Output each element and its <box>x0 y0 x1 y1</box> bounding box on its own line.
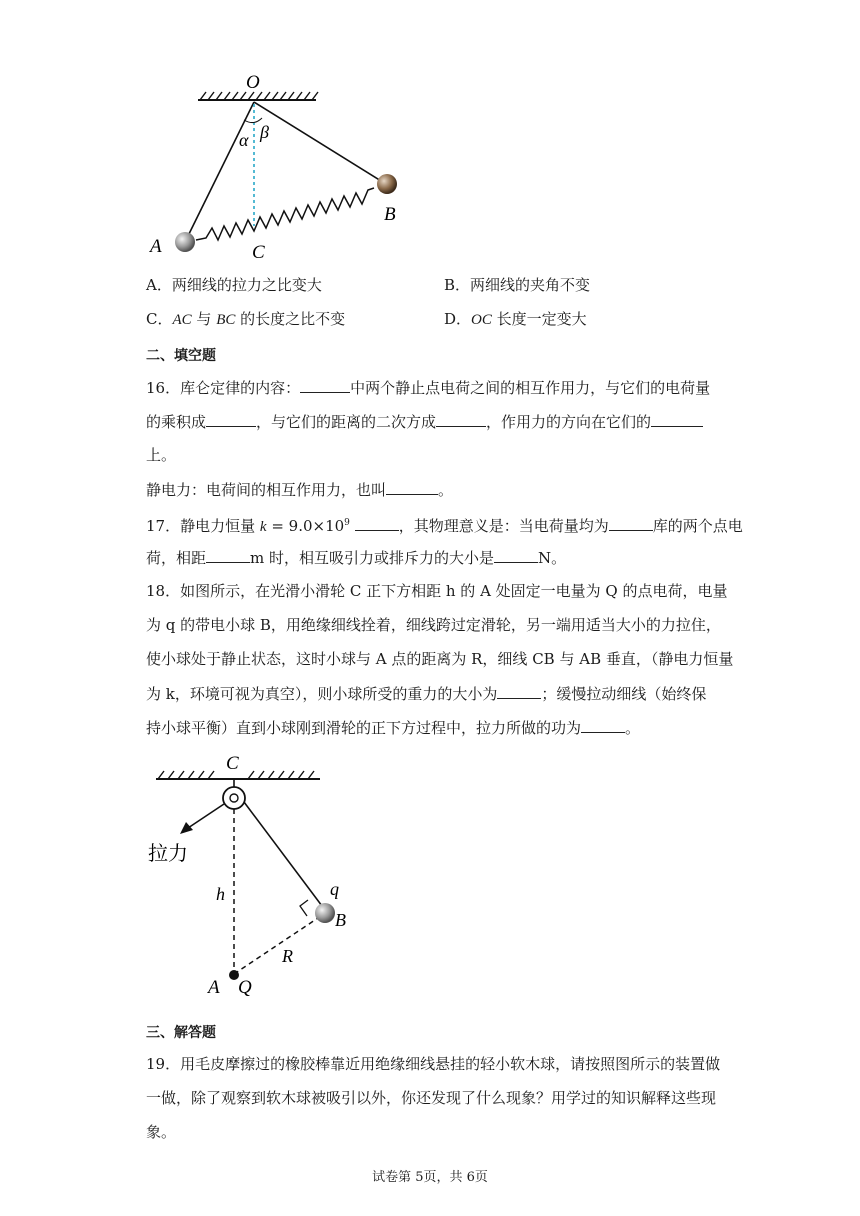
option-A: A．两细线的拉力之比变大 <box>146 276 322 294</box>
q16-line2 <box>146 411 703 432</box>
q17-text: 17．静电力恒量 <box>146 517 256 535</box>
q18-line5 <box>146 717 640 738</box>
label-R: R <box>282 946 293 966</box>
var-k: k <box>259 519 267 535</box>
var-AC: AC <box>172 312 192 328</box>
blank <box>386 479 438 495</box>
q16-text: 中两个静止点电荷之间的相互作用力，与它们的电荷量 <box>350 379 711 397</box>
spring <box>196 188 374 240</box>
q16-text: 16．库仑定律的内容： <box>146 379 301 397</box>
q19-line2: 一做，除了观察到软木球被吸引以外，你还发现了什么现象？用学过的知识解释这些现 <box>146 1089 717 1107</box>
q18-text: ；缓慢拉动细线（始终保 <box>541 685 707 703</box>
blank <box>494 547 538 563</box>
label-B: B <box>335 910 346 930</box>
pull-arrowhead <box>180 822 193 834</box>
q16-text: 静电力：电荷间的相互作用力，也叫 <box>146 481 387 499</box>
q16-text: 的乘积成 <box>146 413 207 431</box>
ball-B <box>377 174 397 194</box>
q18-line2: 为 q 的带电小球 B，用绝缘细线拴着，细线跨过定滑轮，另一端用适当大小的力拉住， <box>146 616 721 634</box>
q19-line1: 19．用毛皮摩擦过的橡胶棒靠近用绝缘细线悬挂的轻小软木球，请按照图所示的装置做 <box>146 1055 721 1073</box>
option-C <box>146 309 345 330</box>
section-title-answer: 三、解答题 <box>146 1025 216 1041</box>
blank <box>300 377 350 393</box>
rope-CB <box>244 802 322 906</box>
q16-line4 <box>146 479 453 500</box>
label-A: A <box>150 236 162 257</box>
pulley-axle <box>230 794 238 802</box>
option-C-suffix: 的长度之比不变 <box>235 310 346 328</box>
blank <box>497 683 541 699</box>
q17-text: 荷，相距 <box>146 549 207 567</box>
formula-k <box>260 517 350 535</box>
q18-text: 持小球平衡）直到小球刚到滑轮的正下方过程中，拉力所做的功为 <box>146 719 582 737</box>
label-h: h <box>216 884 225 904</box>
label-pull: 拉力 <box>148 841 188 865</box>
ceiling-hatch <box>200 92 318 100</box>
formula-eq: = 9.0×10 <box>266 517 345 535</box>
blank <box>206 411 256 427</box>
string-OA <box>186 102 254 240</box>
blank <box>609 515 653 531</box>
option-C-mid: 与 <box>191 310 217 328</box>
formula-exp: 9 <box>344 518 350 528</box>
blank <box>355 515 399 531</box>
var-BC: BC <box>216 312 236 328</box>
label-Q: Q <box>238 977 252 998</box>
option-B: B．两细线的夹角不变 <box>444 276 591 294</box>
ball-B <box>315 903 335 923</box>
q16-text: 。 <box>438 481 454 499</box>
string-OB <box>254 102 386 184</box>
option-C-prefix: C． <box>146 310 173 328</box>
label-alpha: α <box>239 130 249 150</box>
figure-pulley <box>140 750 346 1000</box>
page-footer: 试卷第 5页，共 6页 <box>372 1170 488 1185</box>
label-O: O <box>246 72 260 93</box>
q16-text: ，作用力的方向在它们的 <box>486 413 652 431</box>
q17-line1 <box>146 513 743 537</box>
q17-text: N。 <box>538 549 567 567</box>
label-C: C <box>226 753 239 774</box>
section-title-fill-in: 二、填空题 <box>146 348 216 364</box>
q17-text: 库的两个点电 <box>652 517 743 535</box>
blank <box>651 411 703 427</box>
q17-line2 <box>146 547 566 568</box>
var-OC: OC <box>471 312 492 328</box>
dashed-R <box>234 918 318 974</box>
pull-rope <box>188 804 224 828</box>
label-beta: β <box>260 122 269 142</box>
blank <box>436 411 486 427</box>
label-C: C <box>252 242 265 263</box>
option-D-prefix: D． <box>444 310 472 328</box>
q17-text: m 时，相互吸引力或排斥力的大小是 <box>250 549 495 567</box>
q18-line3: 使小球处于静止状态，这时小球与 A 点的距离为 R，细线 CB 与 AB 垂直，（静电力恒量 <box>146 650 734 668</box>
q18-text: 。 <box>625 719 641 737</box>
label-q: q <box>330 879 339 899</box>
q16-text: ，与它们的距离的二次方成 <box>256 413 437 431</box>
blank <box>581 717 625 733</box>
q19-line3: 象。 <box>146 1123 177 1141</box>
figure-pendulum-spring <box>140 68 420 268</box>
q18-text: 为 k，环境可视为真空），则小球所受的重力的大小为 <box>146 685 498 703</box>
q16-line1 <box>146 377 710 398</box>
ball-A <box>175 232 195 252</box>
blank <box>206 547 250 563</box>
label-A: A <box>208 977 220 998</box>
q16-line3: 上。 <box>146 446 177 464</box>
label-B: B <box>384 204 396 225</box>
option-D <box>444 309 587 330</box>
q18-line1: 18．如图所示，在光滑小滑轮 C 正下方相距 h 的 A 处固定一电量为 Q 的点电荷，电量 <box>146 582 728 600</box>
q18-line4 <box>146 683 706 704</box>
q17-text: ，其物理意义是：当电荷量均为 <box>398 517 609 535</box>
option-D-suffix: 长度一定变大 <box>491 310 587 328</box>
right-angle-mark <box>300 900 308 916</box>
